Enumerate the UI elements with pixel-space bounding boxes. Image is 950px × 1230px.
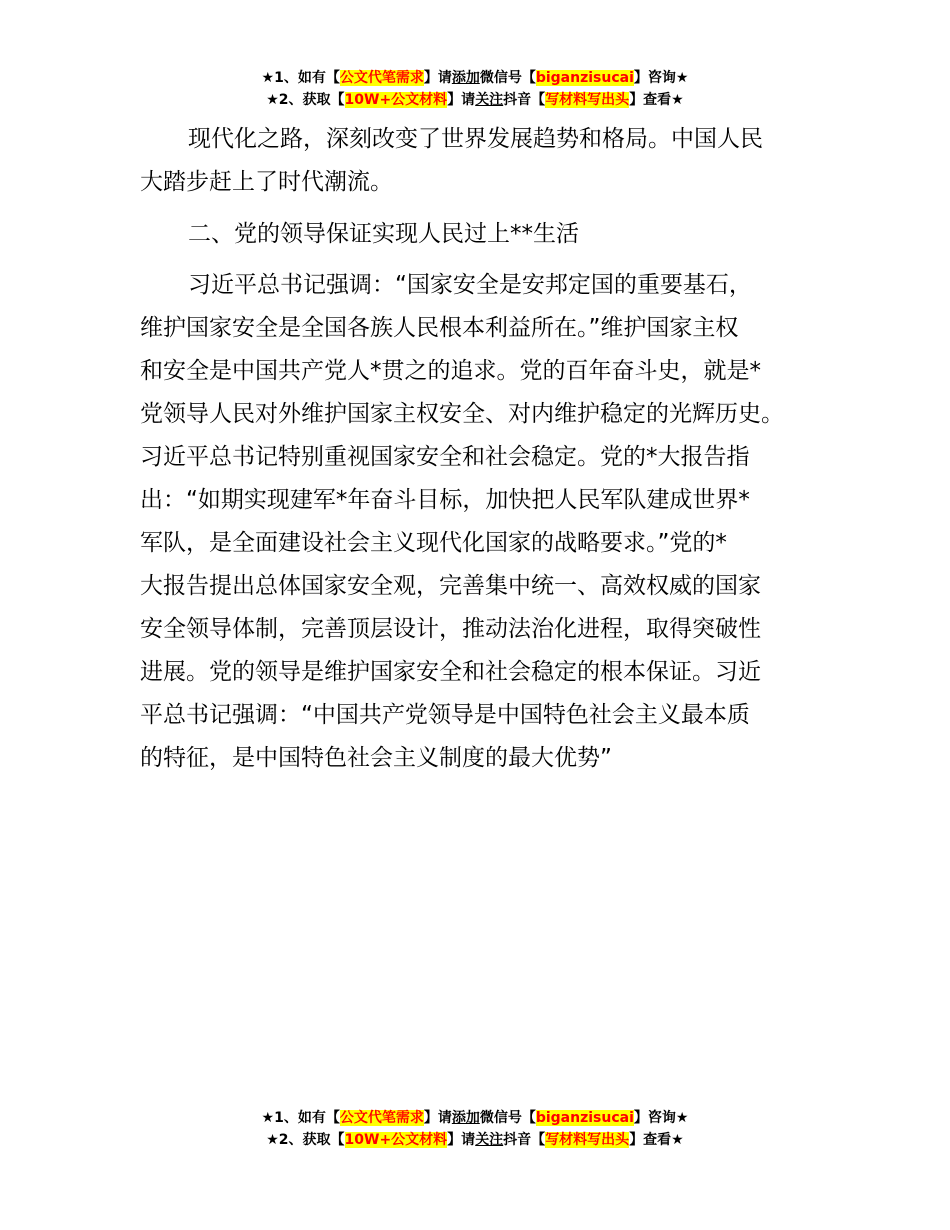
banner-text: ★1、如有【	[261, 70, 340, 86]
banner-text: 】请	[423, 70, 452, 86]
underlined-text: 关注	[475, 1132, 504, 1148]
text-line: 党领导人民对外维护国家主权安全、对内维护稳定的光辉历史。	[140, 401, 784, 427]
banner-text: 】查看★	[629, 1132, 684, 1148]
highlight-douyin-account: 写材料写出头	[545, 1132, 630, 1148]
banner-text: ★2、获取【	[266, 1132, 345, 1148]
underlined-text: 添加	[451, 70, 480, 86]
highlight-wechat-id: biganzisucai	[535, 70, 634, 86]
banner-line-2	[0, 89, 950, 111]
footer-banner	[0, 1107, 950, 1151]
banner-text: 】咨询★	[633, 70, 689, 86]
header-banner	[0, 67, 950, 111]
text-line: 大报告提出总体国家安全观，完善集中统一、高效权威的国家	[140, 573, 761, 599]
highlight-service: 公文代笔需求	[339, 70, 424, 86]
highlight-service: 公文代笔需求	[339, 1110, 424, 1126]
underlined-text: 添加	[451, 1110, 480, 1126]
text-line: 军队，是全面建设社会主义现代化国家的战略要求。”党的*	[140, 530, 727, 556]
banner-text: 】咨询★	[633, 1110, 689, 1126]
text-line: 出：“如期实现建军*年奋斗目标，加快把人民军队建成世界*	[140, 487, 750, 513]
text-line: 现代化之路，深刻改变了世界发展趋势和格局。中国人民	[188, 126, 763, 152]
text-line: 大踏步赶上了时代潮流。	[140, 169, 393, 195]
text-line: 的特征，是中国特色社会主义制度的最大优势”	[140, 745, 612, 771]
text-line: 习近平总书记特别重视国家安全和社会稳定。党的*大报告指	[140, 444, 750, 470]
banner-text: 】查看★	[629, 92, 684, 108]
banner-text: 微信号【	[479, 70, 536, 86]
text-line: 进展。党的领导是维护国家安全和社会稳定的根本保证。习近	[140, 659, 761, 685]
underlined-text: 关注	[475, 92, 504, 108]
banner-text: 】请	[447, 1132, 476, 1148]
text-line: 安全领导体制，完善顶层设计，推动法治化进程，取得突破性	[140, 616, 761, 642]
banner-text: ★1、如有【	[261, 1110, 340, 1126]
text-line: 维护国家安全是全国各族人民根本利益所在。”维护国家主权	[140, 315, 739, 341]
paragraph-1	[140, 118, 812, 204]
text-line: 和安全是中国共产党人*贯之的追求。党的百年奋斗史，就是*	[140, 358, 761, 384]
banner-text: ★2、获取【	[266, 92, 345, 108]
banner-line-1	[0, 67, 950, 89]
banner-text: 】请	[447, 92, 476, 108]
highlight-materials: 10W+公文材料	[344, 92, 448, 108]
section-heading: 二、党的领导保证实现人民过上**生活	[188, 221, 579, 247]
banner-line-2	[0, 1129, 950, 1151]
text-line: 习近平总书记强调：“国家安全是安邦定国的重要基石，	[188, 272, 752, 298]
highlight-wechat-id: biganzisucai	[535, 1110, 634, 1126]
document-body	[140, 118, 812, 780]
banner-line-1	[0, 1107, 950, 1129]
banner-text: 抖音【	[503, 92, 546, 108]
banner-text: 】请	[423, 1110, 452, 1126]
banner-text: 抖音【	[503, 1132, 546, 1148]
highlight-douyin-account: 写材料写出头	[545, 92, 630, 108]
banner-text: 微信号【	[479, 1110, 536, 1126]
paragraph-2	[140, 264, 812, 780]
highlight-materials: 10W+公文材料	[344, 1132, 448, 1148]
text-line: 平总书记强调：“中国共产党领导是中国特色社会主义最本质	[140, 702, 750, 728]
